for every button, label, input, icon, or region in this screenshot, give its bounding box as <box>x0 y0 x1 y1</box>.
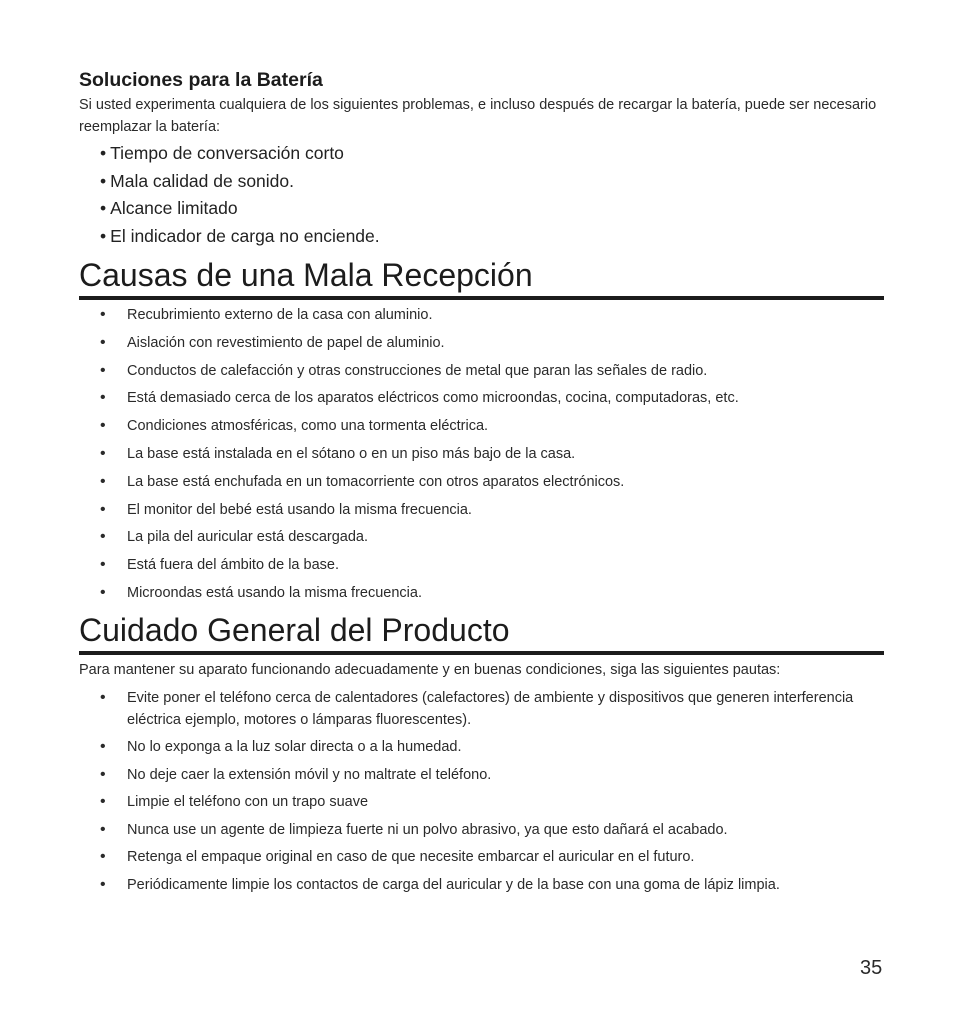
battery-heading: Soluciones para la Batería <box>79 69 323 91</box>
list-item: • Alcance limitado <box>100 198 238 218</box>
bullet-icon: • <box>100 738 106 756</box>
list-item: • La base está instalada en el sótano o en un piso más bajo de la casa. <box>79 443 885 465</box>
list-item: • Mala calidad de sonido. <box>100 170 295 191</box>
list-item: • Tiempo de conversación corto <box>100 143 344 163</box>
reception-list <box>79 304 885 604</box>
page-number: 35 <box>860 957 883 979</box>
battery-intro: Si usted experimenta cualquiera de los siguientes problemas, e incluso después de recargar la batería, puede ser necesario reemplazar la batería: <box>79 97 877 135</box>
reception-title: Causas de una Mala Recepción <box>79 254 884 300</box>
list-item: • El monitor del bebé está usando la misma frecuencia. <box>79 499 885 521</box>
bullet-icon: • <box>100 528 106 546</box>
bullet-icon: • <box>100 848 106 866</box>
bullet-icon: • <box>100 875 106 893</box>
bullet-icon: • <box>100 472 106 490</box>
list-item: • Está fuera del ámbito de la base. <box>79 554 885 576</box>
bullet-icon: • <box>100 306 106 323</box>
care-intro: Para mantener su aparato funcionando adecuadamente y en buenas condiciones, siga las siguientes pautas: <box>79 661 781 678</box>
bullet-icon: • <box>100 820 106 838</box>
list-item: • Condiciones atmosféricas, como una tormenta eléctrica. <box>79 415 885 437</box>
list-item: • El indicador de carga no enciende. <box>100 225 380 246</box>
list-item: • Limpie el teléfono con un trapo suave <box>79 791 885 813</box>
list-item: • Nunca use un agente de limpieza fuerte ni un polvo abrasivo, ya que esto dañará el acabado. <box>79 819 885 841</box>
care-title: Cuidado General del Producto <box>79 609 884 655</box>
bullet-icon: • <box>100 417 106 435</box>
bullet-icon: • <box>100 333 106 351</box>
bullet-icon: • <box>100 688 106 706</box>
list-item: • Conductos de calefacción y otras construcciones de metal que paran las señales de radio. <box>79 360 885 382</box>
bullet-icon: • <box>100 225 107 246</box>
list-item: • La pila del auricular está descargada. <box>79 526 885 548</box>
list-item: • Aislación con revestimiento de papel de aluminio. <box>79 332 885 354</box>
bullet-icon: • <box>100 583 106 601</box>
list-item: • Periódicamente limpie los contactos de carga del auricular y de la base con una goma de lápiz limpia. <box>79 874 885 896</box>
care-list <box>79 687 885 896</box>
list-item: • Retenga el empaque original en caso de que necesite embarcar el auricular en el futuro. <box>79 846 885 868</box>
list-item: • Microondas está usando la misma frecuencia. <box>79 582 885 604</box>
bullet-icon: • <box>100 793 106 811</box>
battery-list <box>100 140 885 250</box>
bullet-icon: • <box>100 389 106 407</box>
bullet-icon: • <box>100 444 106 462</box>
bullet-icon: • <box>100 500 106 518</box>
list-item: • Está demasiado cerca de los aparatos eléctricos como microondas, cocina, computadoras, etc. <box>79 387 885 409</box>
bullet-icon: • <box>100 765 106 783</box>
list-item: • No lo exponga a la luz solar directa o a la humedad. <box>79 736 885 758</box>
manual-page <box>79 66 885 896</box>
list-item: • Recubrimiento externo de la casa con aluminio. <box>79 304 885 326</box>
list-item: • Evite poner el teléfono cerca de calentadores (calefactores) de ambiente y dispositivos que generen interferencia eléctrica ejemplo, motores o lámparas fluorescentes). <box>100 688 854 728</box>
list-item: • La base está enchufada en un tomacorriente con otros aparatos electrónicos. <box>79 471 885 493</box>
bullet-icon: • <box>100 556 106 574</box>
bullet-icon: • <box>100 170 107 191</box>
list-item: • No deje caer la extensión móvil y no maltrate el teléfono. <box>79 764 885 786</box>
bullet-icon: • <box>100 198 107 218</box>
bullet-icon: • <box>100 361 106 379</box>
bullet-icon: • <box>100 143 107 163</box>
